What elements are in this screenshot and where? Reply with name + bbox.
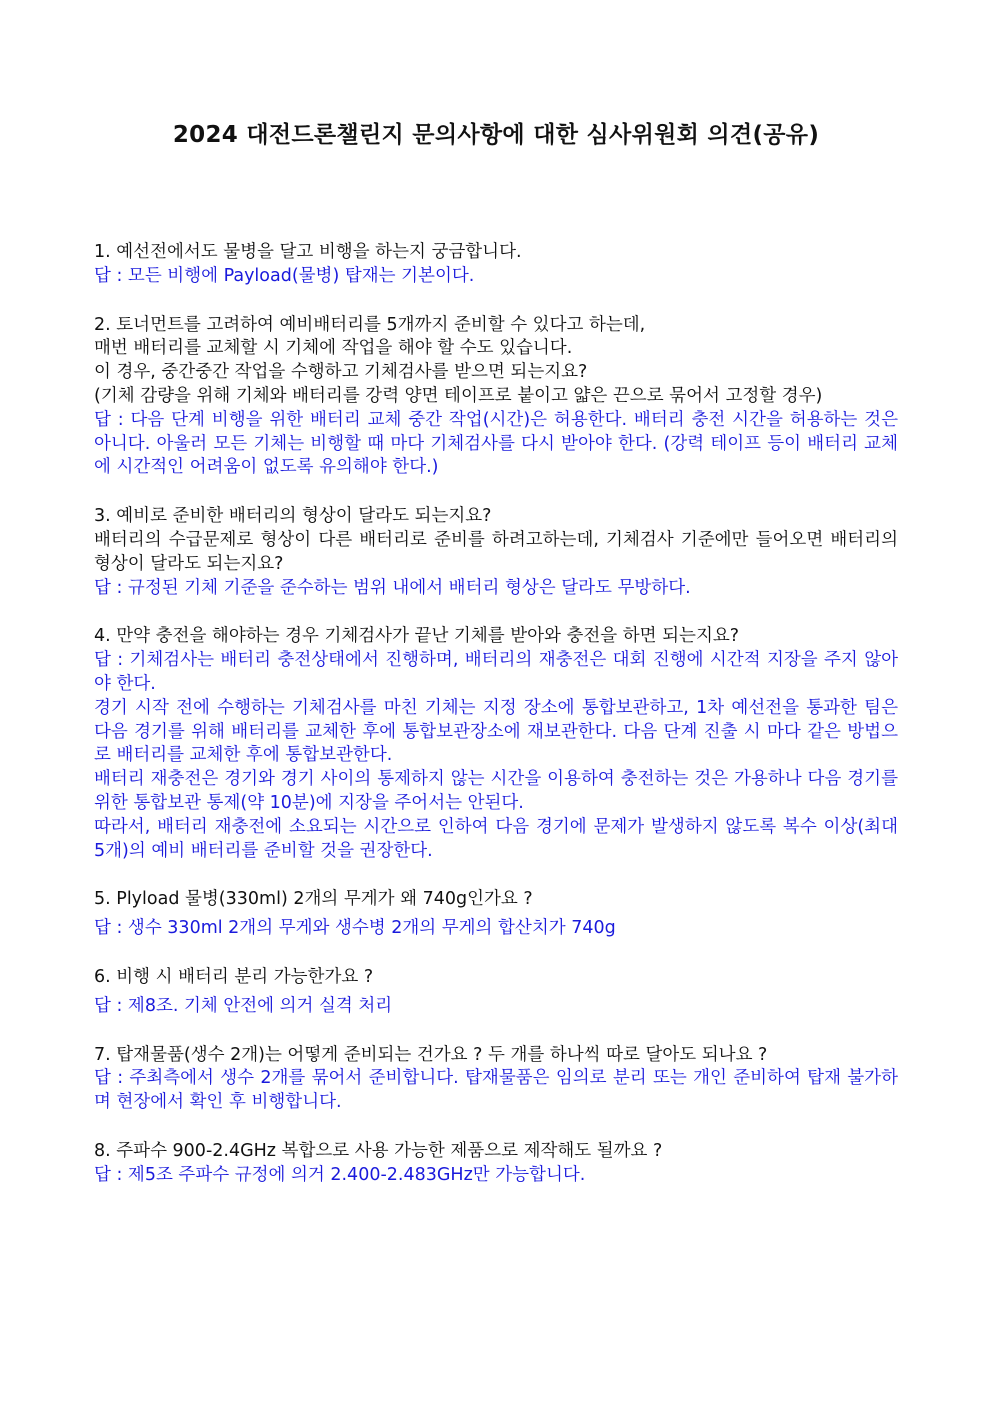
- answer: [94, 649, 898, 863]
- answer: [94, 265, 898, 289]
- question: [94, 314, 898, 409]
- question-line: 1. 예선전에서도 물병을 달고 비행을 하는지 궁금합니다.: [94, 242, 522, 262]
- answer: [94, 577, 898, 601]
- qa-item-5: [94, 888, 898, 941]
- qa-item-8: [94, 1140, 898, 1188]
- answer-line: 답 : 생수 330ml 2개의 무게와 생수병 2개의 무게의 합산치가 740g: [94, 918, 616, 939]
- answer: [94, 1067, 898, 1115]
- answer: [94, 409, 898, 480]
- question: [94, 888, 898, 912]
- answer: [94, 1164, 898, 1188]
- qa-item-7: [94, 1044, 898, 1115]
- answer-line: 배터리 재충전은 경기와 경기 사이의 통제하지 않는 시간을 이용하여 충전하는 것은 가용하나 다음 경기를 위한 통합보관 통제(약 10분)에 지장을 주어서는 안된다.: [94, 769, 898, 813]
- question-line: 7. 탑재물품(생수 2개)는 어떻게 준비되는 건가요 ? 두 개를 하나씩 따로 달아도 되나요 ?: [94, 1044, 768, 1065]
- answer: [94, 995, 898, 1019]
- answer-line: 따라서, 배터리 재충전에 소요되는 시간으로 인하여 다음 경기에 문제가 발생하지 않도록 복수 이상(최대 5개)의 예비 배터리를 준비할 것을 권장한다.: [94, 816, 898, 861]
- answer-line: 답 : 주최측에서 생수 2개를 묶어서 준비합니다. 탑재물품은 임의로 분리 또는 개인 준비하여 탑재 불가하며 현장에서 확인 후 비행합니다.: [94, 1068, 898, 1113]
- question: [94, 505, 898, 576]
- question-line: 3. 예비로 준비한 배터리의 형상이 달라도 되는지요?: [94, 506, 492, 527]
- qa-item-6: [94, 966, 898, 1019]
- question: [94, 1044, 898, 1068]
- question: [94, 966, 898, 990]
- question-line: 2. 토너먼트를 고려하여 예비배터리를 5개까지 준비할 수 있다고 하는데,: [94, 314, 646, 335]
- qa-item-2: [94, 314, 898, 481]
- question-line: (기체 감량을 위해 기체와 배터리를 강력 양면 테이프로 붙이고 얇은 끈으로 묶어서 고정할 경우): [94, 385, 823, 406]
- question: [94, 625, 898, 649]
- qa-item-1: [94, 241, 898, 289]
- question-line: 6. 비행 시 배터리 분리 가능한가요 ?: [94, 966, 374, 987]
- answer: [94, 917, 898, 941]
- question: [94, 241, 898, 265]
- qa-item-3: [94, 505, 898, 600]
- question-line: 5. Plyload 물병(330ml) 2개의 무게가 왜 740g인가요 ?: [94, 889, 533, 910]
- page-title: 2024 대전드론챌린지 문의사항에 대한 심사위원회 의견(공유): [172, 122, 820, 148]
- answer-line: 답 : 기체검사는 배터리 충전상태에서 진행하며, 배터리의 재충전은 대회 진행에 시간적 지장을 주지 않아야 한다.: [94, 650, 899, 694]
- answer-line: 답 : 규정된 기체 기준을 준수하는 범위 내에서 배터리 형상은 달라도 무방하다.: [94, 577, 691, 598]
- question-line: 배터리의 수급문제로 형상이 다른 배터리로 준비를 하려고하는데, 기체검사 기준에만 들어오면 배터리의 형상이 달라도 되는지요?: [94, 529, 898, 574]
- question-line: 4. 만약 충전을 해야하는 경우 기체검사가 끝난 기체를 받아와 충전을 하면 되는지요?: [94, 626, 740, 647]
- answer-line: 답 : 다음 단계 비행을 위한 배터리 교체 중간 작업(시간)은 허용한다. 배터리 충전 시간을 허용하는 것은 아니다. 아울러 모든 기체는 비행할 때 마다 기체검사를 다시 받아야 한다. (강력 테이프 등이 배터리 교체에 시간적인 어려움이 없도록 유의해야 한다.): [94, 409, 898, 478]
- qa-item-4: [94, 625, 898, 863]
- question: [94, 1140, 898, 1164]
- question-line: 이 경우, 중간중간 작업을 수행하고 기체검사를 받으면 되는지요?: [94, 362, 588, 383]
- answer-line: 답 : 모든 비행에 Payload(물병) 탑재는 기본이다.: [94, 265, 475, 286]
- answer-line: 답 : 제5조 주파수 규정에 의거 2.400-2.483GHz만 가능합니다.: [94, 1164, 586, 1185]
- question-line: 매번 배터리를 교체할 시 기체에 작업을 해야 할 수도 있습니다.: [94, 338, 573, 359]
- answer-line: 답 : 제8조. 기체 안전에 의거 실격 처리: [94, 995, 393, 1016]
- question-line: 8. 주파수 900-2.4GHz 복합으로 사용 가능한 제품으로 제작해도 될까요 ?: [94, 1140, 663, 1161]
- answer-line: 경기 시작 전에 수행하는 기체검사를 마친 기체는 지정 장소에 통합보관하고, 1차 예선전을 통과한 팀은 다음 경기를 위해 배터리를 교체한 후에 통합보관장소에 재보관한다. 다음 단계 진출 시 마다 같은 방법으로 배터리를 교체한 후에 통합보관한다.: [94, 697, 898, 766]
- qa-list: [94, 241, 898, 1188]
